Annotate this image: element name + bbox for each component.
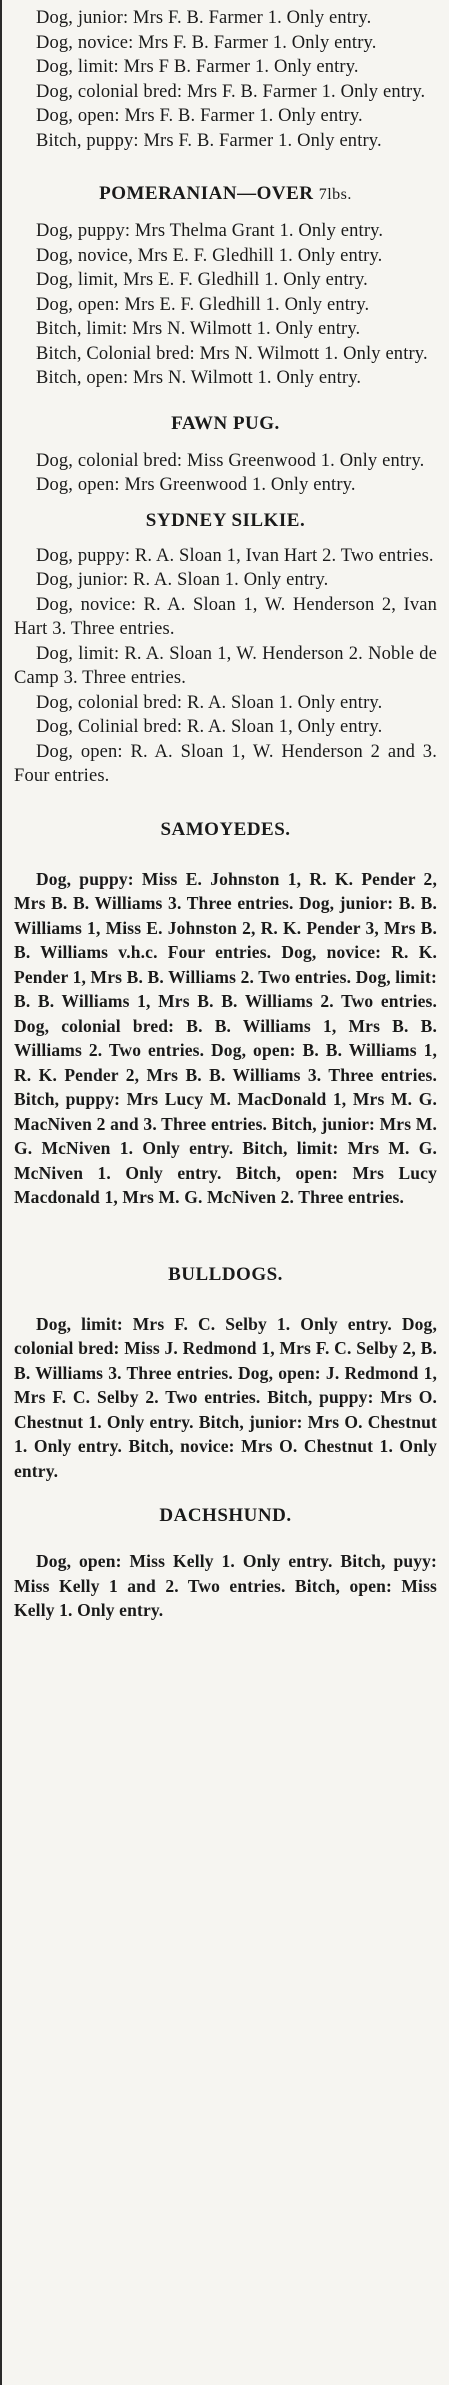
entry-paragraph: Dog, limit, Mrs E. F. Gledhill 1. Only entry.: [36, 270, 368, 290]
entry-paragraph: Bitch, Colonial bred: Mrs N. Wilmott 1. Only entry.: [36, 343, 428, 364]
entry-paragraph: Dog, puppy: Mrs Thelma Grant 1. Only entry.: [36, 221, 384, 241]
entry-paragraph: Dog, novice: Mrs F. B. Farmer 1. Only entry.: [36, 32, 377, 53]
section-heading: SAMOYEDES.: [160, 818, 291, 840]
entry-paragraph: Dog, colonial bred: R. A. Sloan 1. Only entry.: [36, 692, 383, 713]
heading-suffix: 7lbs.: [318, 186, 352, 203]
entry-paragraph: Dog, puppy: R. A. Sloan 1, Ivan Hart 2. Two entries.: [36, 545, 434, 566]
section-samoyedes: [14, 819, 437, 1210]
entry-paragraph: Dog, colonial bred: Miss Greenwood 1. Only entry.: [36, 450, 425, 471]
heading-text: POMERANIAN—OVER: [99, 183, 314, 204]
entry-paragraph: Dog, puppy: Miss E. Johnston 1, R. K. Pender 2, Mrs B. B. Williams 3. Three entries. Dog, junior: B. B. Williams 1, Miss E. Johnston 2, R. K. Pender 3, Mrs B. B. Williams v.h.c. Four entries. Dog, novice: R. K. Pender 1, Mrs B. B. Williams 2. Two entries. Dog, limit: B. B. Williams 1, Mrs B. B. Williams 2. Two entries. Dog, colonial bred: B. B. Williams 1, Mrs B. B. Williams 2. Two entries. Dog, open: B. B. Williams 1, R. K. Pender 2, Mrs B. B. Williams 3. Three entries. Bitch, puppy: Mrs Lucy M. MacDonald 1, Mrs M. G. MacNiven 2 and 3. Three entries. Bitch, junior: Mrs M. G. McNiven 1. Only entry. Bitch, limit: Mrs M. G. McNiven 1. Only entry. Bitch, open: Mrs Lucy Macdonald 1, Mrs M. G. McNiven 2. Three entries.: [14, 868, 437, 1207]
section-bulldogs: [14, 1264, 437, 1484]
entry-paragraph: Dog, open: Mrs E. F. Gledhill 1. Only entry.: [36, 294, 370, 315]
section-heading: [14, 183, 437, 205]
section-pomeranian: [14, 183, 437, 391]
entry-paragraph: Dog, open: Mrs F. B. Farmer 1. Only entry.: [36, 106, 363, 126]
entry-paragraph: Dog, limit: Mrs F. C. Selby 1. Only entry. Dog, colonial bred: Miss J. Redmond 1, Mrs F. C. Selby 2, B. B. Williams 3. Three entries. Dog, open: J. Redmond 1, Mrs F. C. Selby 2. Two entries. Bitch, puppy: Mrs O. Chestnut 1. Only entry. Bitch, junior: Mrs O. Chestnut 1. Only entry. Bitch, novice: Mrs O. Chestnut 1. Only entry.: [14, 1313, 437, 1481]
entry-paragraph: Dog, Colinial bred: R. A. Sloan 1, Only entry.: [36, 717, 383, 737]
entry-paragraph: Bitch, limit: Mrs N. Wilmott 1. Only entry.: [36, 319, 361, 339]
entry-paragraph: Dog, novice: R. A. Sloan 1, W. Henderson 2, Ivan Hart 3. Three entries.: [14, 594, 437, 639]
entry-paragraph: Bitch, puppy: Mrs F. B. Farmer 1. Only entry.: [36, 130, 382, 151]
entry-paragraph: Dog, limit: R. A. Sloan 1, W. Henderson 2. Noble de Camp 3. Three entries.: [14, 643, 437, 688]
entry-paragraph: Dog, limit: Mrs F B. Farmer 1. Only entry.: [36, 57, 359, 77]
section-heading: DACHSHUND.: [159, 1505, 292, 1526]
section-heading: BULLDOGS.: [168, 1263, 283, 1285]
entry-paragraph: Dog, colonial bred: Mrs F. B. Farmer 1. Only entry.: [36, 81, 426, 102]
entry-paragraph: Dog, open: Mrs Greenwood 1. Only entry.: [36, 475, 356, 495]
section-dachshund: [14, 1505, 437, 1623]
entry-paragraph: Bitch, open: Mrs N. Wilmott 1. Only entry.: [36, 368, 362, 388]
entry-paragraph: Dog, junior: R. A. Sloan 1. Only entry.: [36, 570, 329, 590]
section-sydney-silkie: [14, 510, 437, 789]
entry-paragraph: Dog, junior: Mrs F. B. Farmer 1. Only entry.: [36, 8, 372, 28]
entry-paragraph: Dog, open: R. A. Sloan 1, W. Henderson 2 and 3. Four entries.: [14, 741, 437, 786]
section-fawn-pug: [14, 413, 437, 498]
entry-paragraph: Dog, novice, Mrs E. F. Gledhill 1. Only entry.: [36, 245, 383, 266]
section-heading: FAWN PUG.: [171, 412, 280, 434]
section-heading: SYDNEY SILKIE.: [145, 509, 306, 531]
section-farmer: [14, 6, 437, 153]
entry-paragraph: Dog, open: Miss Kelly 1. Only entry. Bitch, puyy: Miss Kelly 1 and 2. Two entries. Bitch, open: Miss Kelly 1. Only entry.: [14, 1551, 437, 1620]
